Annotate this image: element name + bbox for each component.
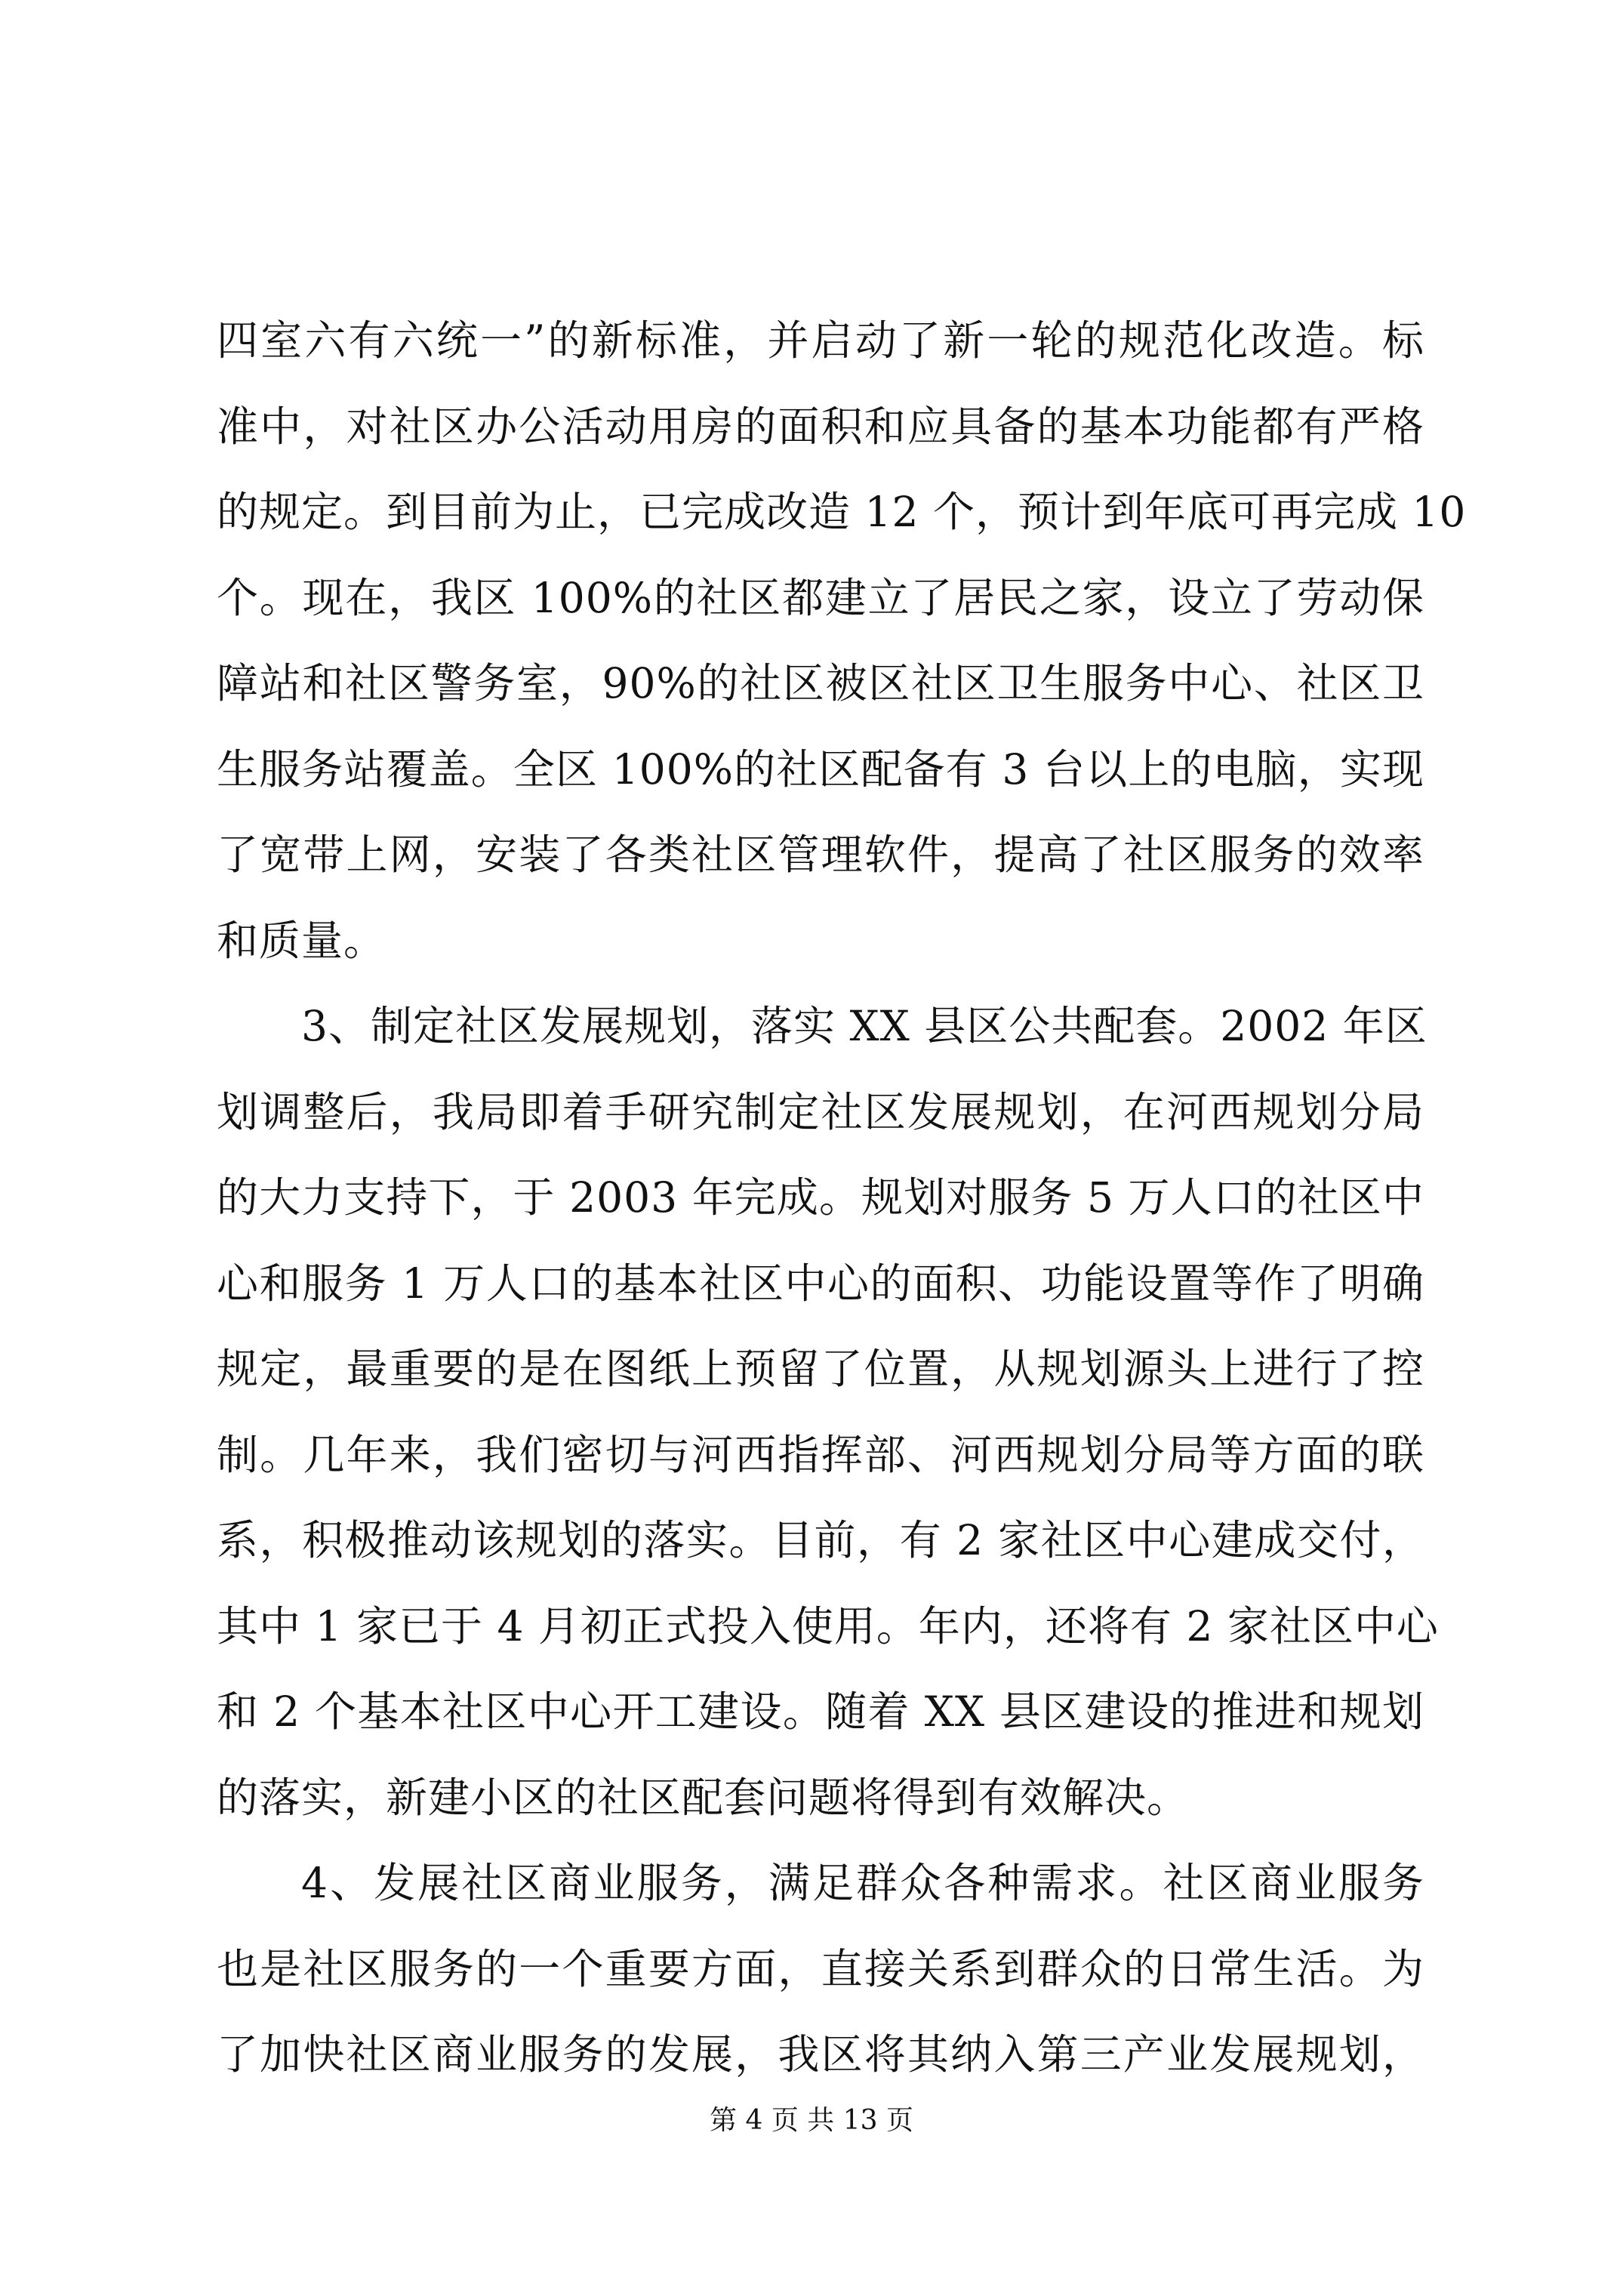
text-line: 其中 1 家已于 4 月初正式投入使用。年内，还将有 2 家社区中心 (217, 1601, 1439, 1650)
text-line: 3、制定社区发展规划，落实 XX 县区公共配套。2002 年区 (301, 1002, 1427, 1050)
text-line: 心和服务 1 万人口的基本社区中心的面积、功能设置等作了明确 (217, 1259, 1424, 1308)
text-line: 系，积极推动该规划的落实。目前，有 2 家社区中心建成交付， (217, 1516, 1424, 1564)
paragraph-1 (217, 298, 1467, 984)
text-line: 的大力支持下，于 2003 年完成。规划对服务 5 万人口的社区中 (217, 1173, 1424, 1222)
text-line: 划调整后，我局即着手研究制定社区发展规划，在河西规划分局 (217, 1087, 1424, 1136)
text-line: 和质量。 (217, 916, 387, 965)
text-line: 准中，对社区办公活动用房的面积和应具备的基本功能都有严格 (217, 402, 1424, 451)
text-line: 四室六有六统一”的新标准，并启动了新一轮的规范化改造。标 (217, 316, 1424, 365)
paragraph-2 (217, 984, 1439, 1841)
text-line: 生服务站覆盖。全区 100%的社区配备有 3 台以上的电脑，实现 (217, 744, 1424, 794)
text-line: 规定，最重要的是在图纸上预留了位置，从规划源头上进行了控 (217, 1345, 1424, 1393)
text-line: 障站和社区警务室，90%的社区被区社区卫生服务中心、社区卫 (217, 659, 1424, 707)
text-line: 4、发展社区商业服务，满足群众各种需求。社区商业服务 (301, 1859, 1424, 1907)
text-line: 了宽带上网，安装了各类社区管理软件，提高了社区服务的效率 (217, 831, 1424, 879)
paragraph-3 (217, 1841, 1424, 2098)
text-line: 和 2 个基本社区中心开工建设。随着 XX 县区建设的推进和规划 (217, 1687, 1424, 1736)
document-body (217, 298, 1467, 2098)
text-line: 的规定。到目前为止，已完成改造 12 个，预计到年底可再完成 10 (217, 488, 1467, 536)
page-number-footer: 第 4 页 共 13 页 (710, 2105, 913, 2136)
text-line: 个。现在，我区 100%的社区都建立了居民之家，设立了劳动保 (217, 573, 1424, 622)
text-line: 的落实，新建小区的社区配套问题将得到有效解决。 (217, 1773, 1190, 1822)
text-line: 也是社区服务的一个重要方面，直接关系到群众的日常生活。为 (217, 1944, 1424, 1993)
text-line: 了加快社区商业服务的发展，我区将其纳入第三产业发展规划， (217, 2030, 1424, 2079)
text-line: 制。几年来，我们密切与河西指挥部、河西规划分局等方面的联 (217, 1430, 1424, 1479)
